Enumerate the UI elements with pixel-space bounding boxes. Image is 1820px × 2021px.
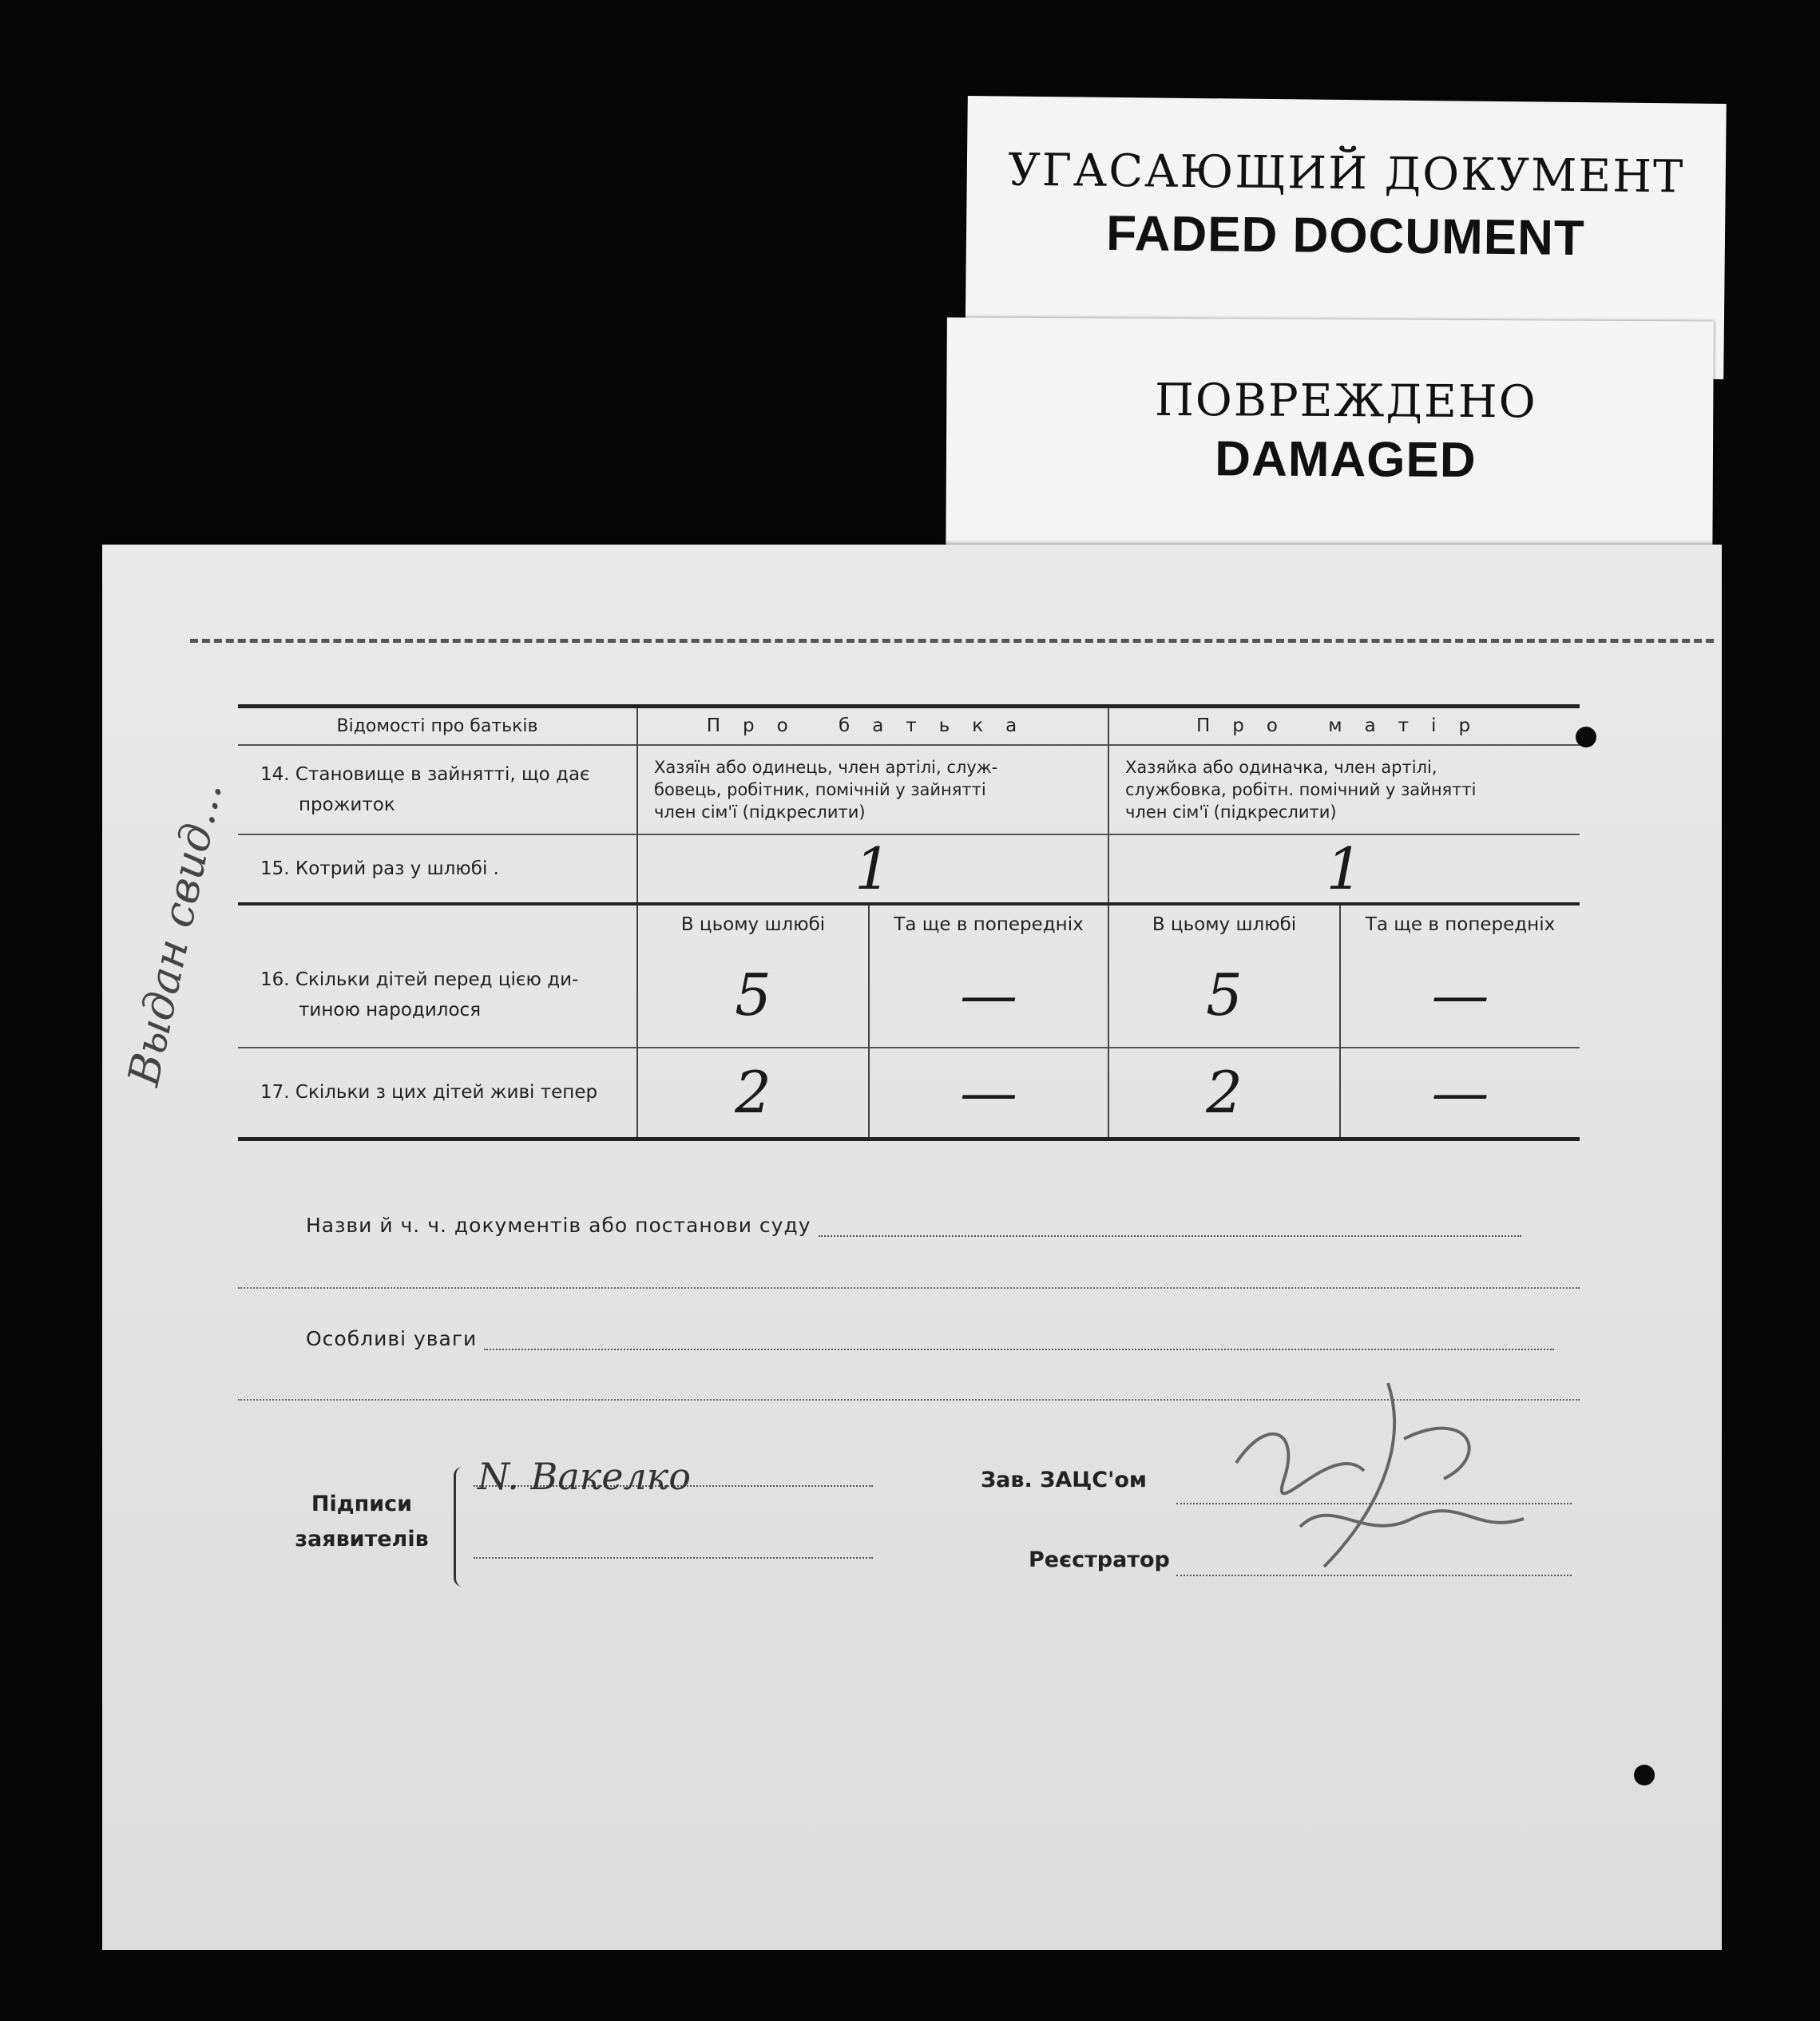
q14-mother-line3: член сім'ї (підкреслити) [1125,802,1337,822]
registration-form-page [102,545,1722,1950]
header-father: Про батька [637,707,1108,745]
header-mother: Про матір [1108,707,1580,745]
q16-label [238,944,637,1048]
q16-label-line1: 16. Скільки дітей перед цією ди- [260,969,579,990]
tear-off-line [190,639,1714,643]
table-row-q16 [238,944,1580,1048]
q14-father-options [637,745,1108,834]
head-of-registry-label: Зав. ЗАЦС'ом [981,1468,1147,1492]
parents-info-table [238,704,1580,1141]
applicant-signature: N. Bакелко [478,1455,691,1498]
q17-father-prev: — [869,1048,1108,1139]
q17-label: 17. Скільки з цих дітей живі тепер [260,1082,598,1104]
table-subheader-row [238,904,1580,944]
q17-father-this: 2 [637,1048,869,1139]
notes-label: Особливі уваги [306,1327,478,1350]
table-row-q17 [238,1048,1580,1139]
q15-mother-value: 1 [1108,834,1580,904]
q14-mother-line1: Хазяйка або одиначка, член артілі, [1125,757,1437,777]
subheader-father-prev: Та ще в попередніх [869,904,1108,944]
subheader-mother-this: В цьому шлюбі [1108,904,1340,944]
q16-father-this: 5 [637,944,869,1048]
q17-mother-this: 2 [1108,1048,1340,1139]
applicants-label-line1: Підписи [311,1492,413,1516]
q14-label-line2: прожиток [299,794,395,815]
q15-label: 15. Котрий раз у шлюбі . [260,858,499,879]
q14-mother-line2: службовка, робітн. помічний у зайнятті [1125,779,1477,799]
documents-line-2 [238,1287,1580,1289]
registrar-label: Реєстратор [1029,1547,1170,1572]
binding-hole [1576,727,1596,747]
table-row-q14 [238,745,1580,834]
documents-field [306,1214,1679,1237]
binding-hole [1634,1765,1655,1785]
q16-mother-this: 5 [1108,944,1340,1048]
q16-father-prev: — [869,944,1108,1048]
damaged-label-russian: ПОВРЕЖДЕНО [1154,374,1537,429]
q14-label-line1: 14. Становище в зайнятті, що дає [260,763,590,785]
q14-father-line3: член сім'ї (підкреслити) [654,802,866,822]
q14-label [238,745,637,834]
subheader-father-this: В цьому шлюбі [637,904,869,944]
applicant-signature-line-2 [474,1557,873,1559]
faded-label-english: FADED DOCUMENT [1105,205,1586,267]
q14-father-line2: бовець, робітник, помічній у зайнятті [654,779,986,799]
q16-mother-prev: — [1340,944,1580,1048]
faded-label-russian: УГАСАЮЩИЙ ДОКУМЕНТ [1007,144,1685,204]
table-row-q15 [238,834,1580,904]
q16-label-line2: тиною народилося [299,1000,482,1020]
q14-mother-options [1108,745,1580,834]
q15-father-value: 1 [637,834,1108,904]
applicants-label-line2: заявителів [295,1527,429,1551]
subheader-mother-prev: Та ще в попередніх [1340,904,1580,944]
q14-father-line1: Хазяїн або одинець, член артілі, служ- [654,757,998,777]
documents-line [819,1235,1521,1237]
damaged-label-english: DAMAGED [1215,431,1477,488]
applicants-signatures-label [286,1487,438,1557]
signature-brace [454,1467,462,1587]
table-header-row [238,707,1580,745]
margin-handwritten-note: Выдан свид… [118,776,232,1091]
documents-label: Назви й ч. ч. документів або постанови суду [306,1214,811,1237]
official-signature-scribble [1204,1343,1588,1631]
header-parents-info: Відомості про батьків [336,715,538,736]
q17-mother-prev: — [1340,1048,1580,1139]
